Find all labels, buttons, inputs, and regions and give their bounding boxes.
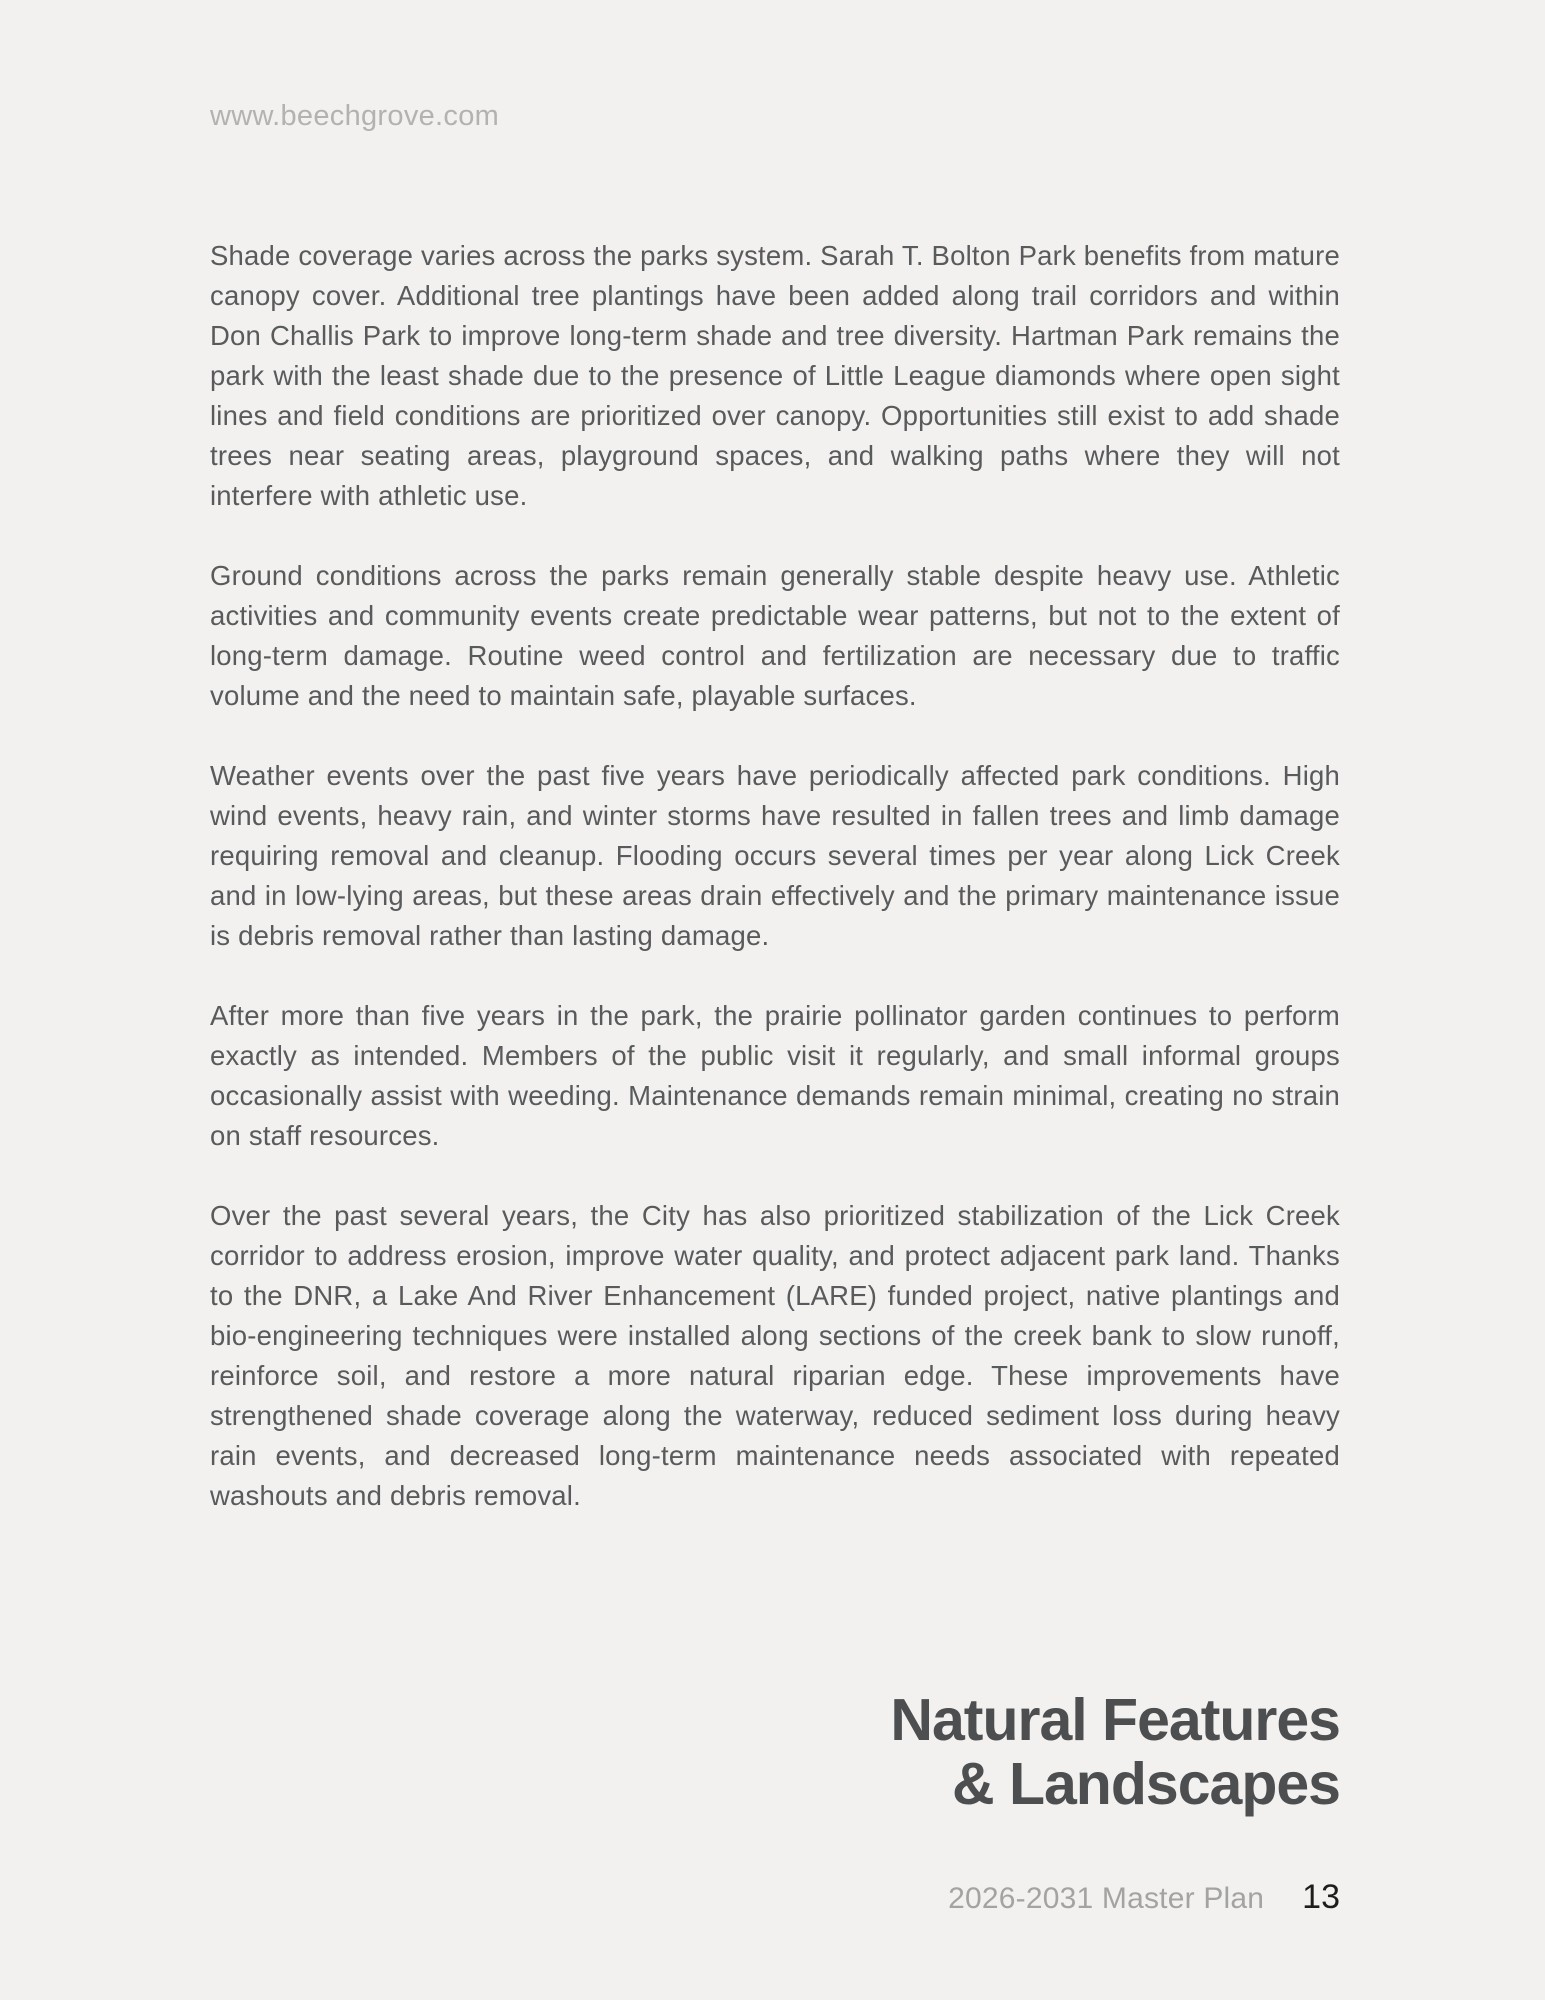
section-heading-line1: Natural Features [890, 1687, 1340, 1753]
page-number: 13 [1302, 1878, 1340, 1916]
section-heading-line2: & Landscapes [951, 1751, 1340, 1817]
paragraph-pollinator-garden: After more than five years in the park, the prairie pollinator garden continues to perform exactly as intended. Members of the public visit it regularly, and small informal groups occasionally assist with weeding. Maintenance demands remain minimal, creating no strain on staff resources. [210, 1000, 1340, 1151]
footer-plan-label: 2026-2031 Master Plan [948, 1882, 1265, 1915]
paragraph-weather-events: Weather events over the past five years have periodically affected park conditions. High wind events, heavy rain, and winter storms have resulted in fallen trees and limb damage requiring removal and cleanup. Flooding occurs several times per year along Lick Creek and in low-lying areas, but these areas drain effectively and the primary maintenance issue is debris removal rather than lasting damage. [210, 760, 1340, 951]
paragraph-ground-conditions: Ground conditions across the parks remain generally stable despite heavy use. Athletic activities and community events create predictable wear patterns, but not to the extent of long-term damage. Routine weed control and fertilization are necessary due to traffic volume and the need to maintain safe, playable surfaces. [210, 560, 1340, 711]
site-url: www.beechgrove.com [210, 100, 500, 132]
page-footer [948, 1878, 1340, 1917]
paragraph-shade-coverage: Shade coverage varies across the parks system. Sarah T. Bolton Park benefits from mature canopy cover. Additional tree plantings have been added along trail corridors and within Don Challis Park to improve long-term shade and tree diversity. Hartman Park remains the park with the least shade due to the presence of Little League diamonds where open sight lines and field conditions are prioritized over canopy. Opportunities still exist to add shade trees near seating areas, playground spaces, and walking paths where they will not interfere with athletic use. [210, 240, 1340, 511]
body-text [210, 236, 1340, 1556]
section-heading [890, 1688, 1340, 1816]
paragraph-lick-creek-stabilization: Over the past several years, the City has also prioritized stabilization of the Lick Creek corridor to address erosion, improve water quality, and protect adjacent park land. Thanks to the DNR, a Lake And River Enhancement (LARE) funded project, native plantings and bio-engineering techniques were installed along sections of the creek bank to slow runoff, reinforce soil, and restore a more natural riparian edge. These improvements have strengthened shade coverage along the waterway, reduced sediment loss during heavy rain events, and decreased long-term maintenance needs associated with repeated washouts and debris removal. [210, 1200, 1340, 1511]
